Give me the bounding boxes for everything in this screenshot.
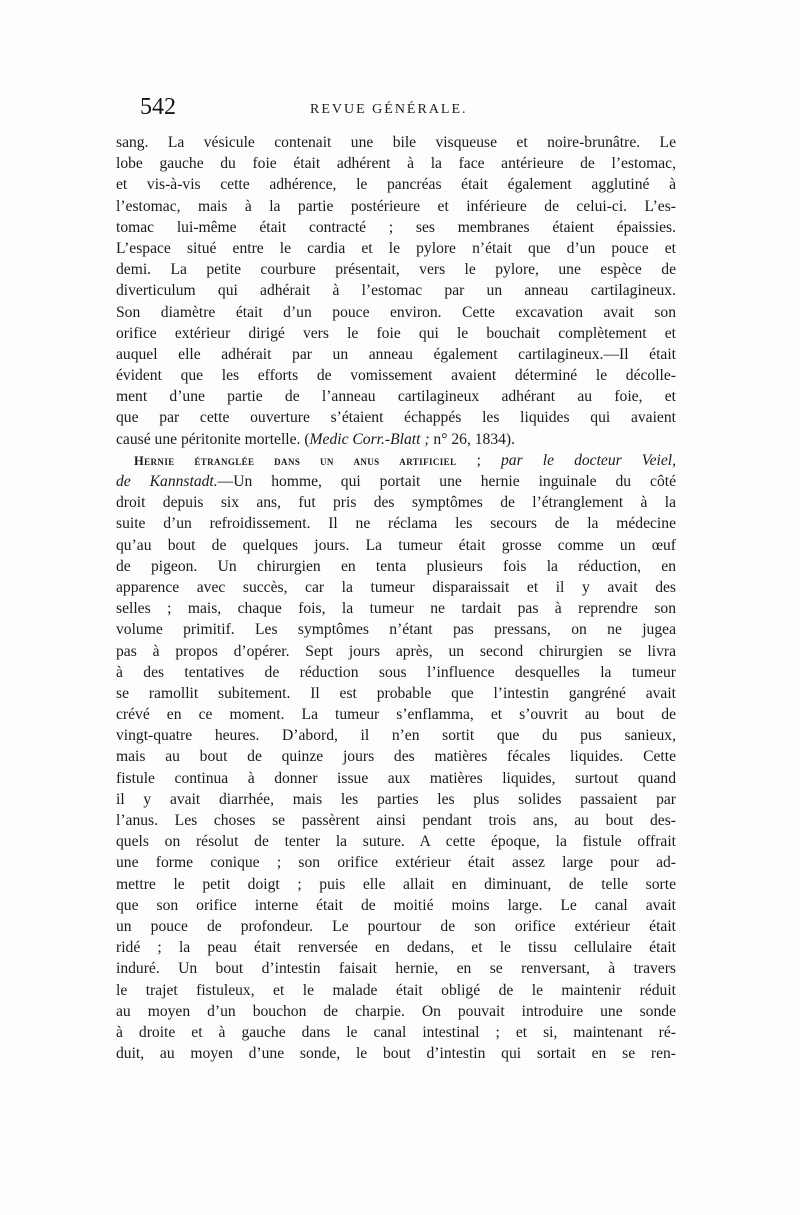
text-line: sang. La vésicule contenait une bile visqueuse et noire-brunâtre. Le	[116, 134, 676, 151]
text-line: L’espace situé entre le cardia et le pylore n’était que d’un pouce et	[116, 239, 676, 257]
text-line: crévé en ce moment. La tumeur s’enflamma, et s’ouvrit au bout de	[116, 706, 676, 724]
text-line: volume primitif. Les symptômes n’étant pas pressans, on ne jugea	[116, 621, 676, 639]
title-separator: ;	[456, 451, 501, 469]
text-line: auquel elle adhérait par un anneau également cartilagineux.—Il était	[116, 345, 676, 363]
text-line: à des tentatives de réduction sous l’influence desquelles la tumeur	[116, 663, 676, 681]
citation-journal: Medic Corr.-Blatt ;	[309, 430, 430, 448]
section-title: Hernie étranglée dans un anus artificiel	[134, 453, 457, 468]
text-line: au moyen d’un bouchon de charpie. On pouvait introduire une sonde	[116, 1002, 676, 1020]
case-opening: —Un homme, qui portait une hernie inguinale du côté	[217, 473, 676, 490]
citation-tail: n° 26, 1834).	[429, 430, 516, 448]
text-line: orifice extérieur dirigé vers le foie qui le bouchait complètement et	[116, 324, 676, 342]
text-line: évident que les efforts de vomissement avaient déterminé le décolle-	[116, 367, 676, 385]
text-line: mais au bout de quinze jours des matières fécales liquides. Cette	[116, 748, 676, 766]
text-line: ment d’une partie de l’anneau cartilagineux adhérant au foie, et	[116, 388, 676, 406]
page-number: 542	[140, 94, 176, 120]
text-line: selles ; mais, chaque fois, la tumeur ne tardait pas à reprendre son	[116, 600, 676, 618]
page-header	[140, 94, 672, 124]
text-line: l’estomac, mais à la partie postérieure et inférieure de celui-ci. L’es-	[116, 197, 676, 215]
author-name: par le docteur Veiel,	[501, 451, 676, 469]
text-line: Son diamètre était d’un pouce environ. Cette excavation avait son	[116, 303, 676, 321]
text-line: et vis-à-vis cette adhérence, le pancréas était également agglutiné à	[116, 176, 676, 194]
text-line: quels on résolut de tenter la suture. A cette époque, la fistule offrait	[116, 833, 676, 851]
text-line: ridé ; la peau était renversée en dedans, et le tissu cellulaire était	[116, 939, 676, 957]
text-line: à droite et à gauche dans le canal intestinal ; et si, maintenant ré-	[116, 1023, 676, 1041]
text-line: que par cette ouverture s’étaient échappés les liquides qui avaient	[116, 409, 676, 427]
text-line: duit, au moyen d’une sonde, le bout d’intestin qui sortait en se ren-	[116, 1045, 676, 1063]
text-line: que son orifice interne était de moitié moins large. Le canal avait	[116, 896, 676, 914]
running-head: REVUE GÉNÉRALE.	[310, 102, 468, 117]
author-place: de Kannstadt.	[116, 473, 218, 490]
text-line: fistule continua à donner issue aux matières liquides, surtout quand	[116, 769, 676, 787]
section-title-line	[116, 450, 676, 471]
text-line: tomac lui-même était contracté ; ses membranes étaient épaissies.	[116, 218, 676, 236]
text-line: diverticulum qui adhérait à l’estomac par un anneau cartilagineux.	[116, 282, 676, 300]
text-line: le trajet fistuleux, et le malade était obligé de le maintenir réduit	[116, 981, 676, 999]
text-line: droit depuis six ans, fut pris des symptômes de l’étranglement à la	[116, 494, 676, 512]
text-line: pas à propos d’opérer. Sept jours après, un second chirurgien se livra	[116, 642, 676, 660]
citation-line	[116, 429, 676, 450]
text-line: l’anus. Les choses se passèrent ainsi pendant trois ans, au bout des-	[116, 812, 676, 829]
citation-lead: causé une péritonite mortelle. (	[116, 430, 310, 448]
text-line: lobe gauche du foie était adhérent à la face antérieure de l’estomac,	[116, 155, 676, 173]
body-text	[116, 132, 676, 1064]
paragraph-autopsy	[116, 132, 676, 429]
author-place-line	[116, 471, 676, 492]
text-line: se ramollit subitement. Il est probable que l’intestin gangréné avait	[116, 684, 676, 702]
text-line: mettre le petit doigt ; puis elle allait en diminuant, de telle sorte	[116, 875, 676, 893]
text-line: une forme conique ; son orifice extérieur était assez large pour ad-	[116, 854, 676, 872]
text-line: apparence avec succès, car la tumeur disparaissait et il y avait des	[116, 578, 676, 596]
text-line: de pigeon. Un chirurgien en tenta plusieurs fois la réduction, en	[116, 557, 676, 575]
text-line: suite d’un refroidissement. Il ne réclama les secours de la médecine	[116, 515, 676, 533]
text-line: induré. Un bout d’intestin faisait hernie, en se renversant, à travers	[116, 960, 676, 978]
paragraph-hernia-case	[116, 492, 676, 1064]
text-line: il y avait diarrhée, mais les parties les plus solides passaient par	[116, 790, 676, 808]
text-line: qu’au bout de quelques jours. La tumeur était grosse comme un œuf	[116, 536, 676, 554]
text-line: demi. La petite courbure présentait, vers le pylore, une espèce de	[116, 261, 676, 279]
text-line: un pouce de profondeur. Le pourtour de son orifice extérieur était	[116, 917, 676, 935]
text-line: vingt-quatre heures. D’abord, il n’en sortit que du pus sanieux,	[116, 727, 676, 745]
